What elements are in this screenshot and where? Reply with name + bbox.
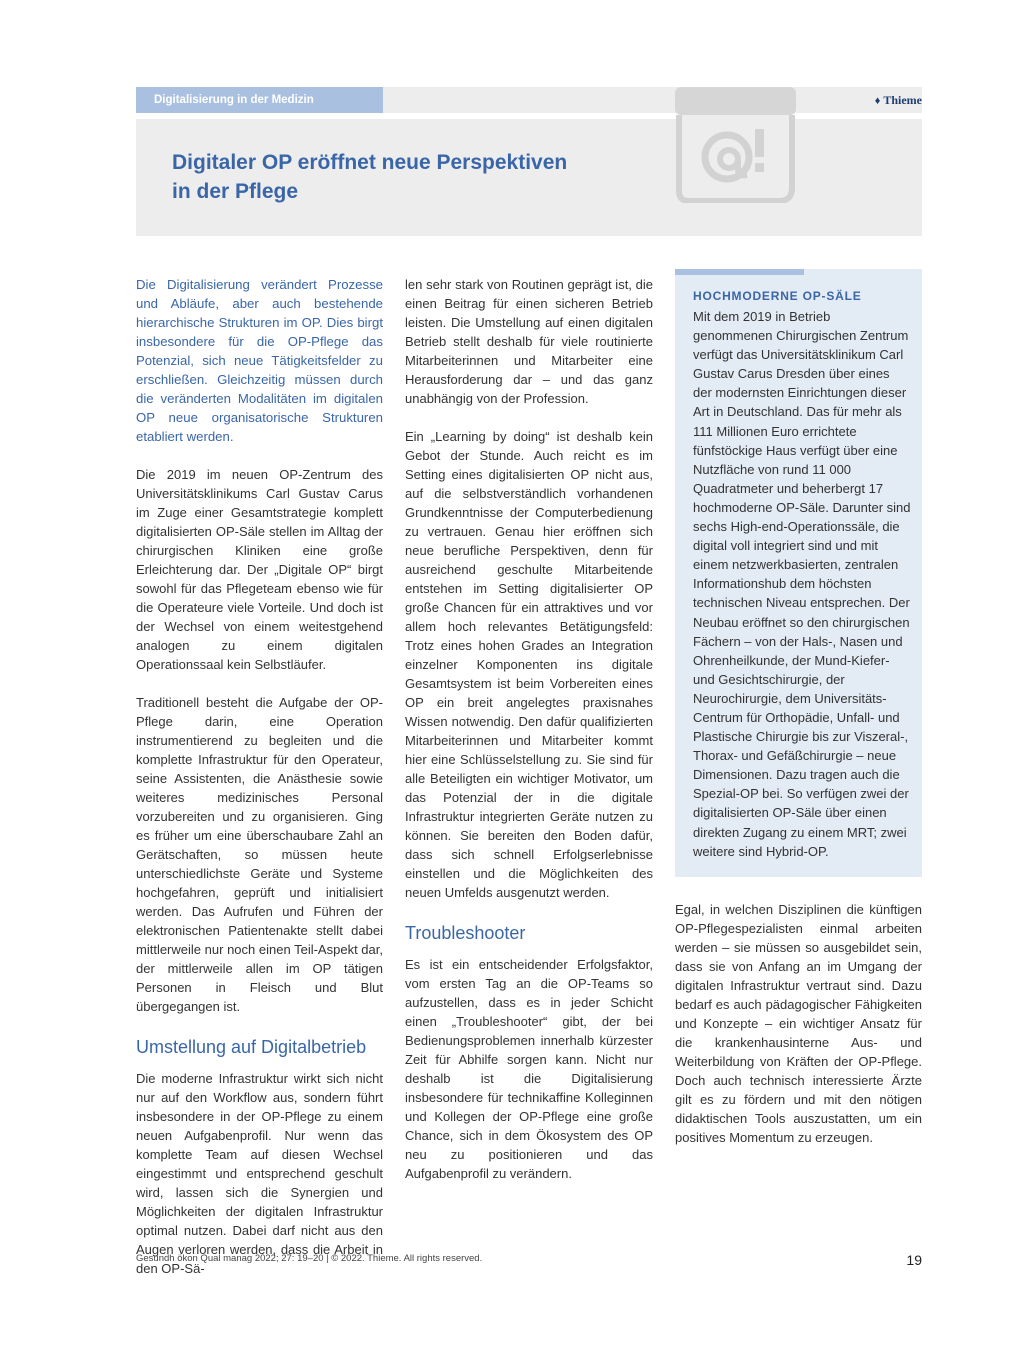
info-box-title: HOCHMODERNE OP-SÄLE <box>693 289 862 303</box>
info-box-accent <box>675 269 804 275</box>
publisher-name: Thieme <box>883 93 922 107</box>
thieme-shield-icon: ♦ <box>874 95 881 107</box>
info-box <box>675 269 922 877</box>
title-line-2: in der Pflege <box>172 180 299 203</box>
article-title <box>172 148 652 206</box>
paragraph: Ein „Learning by doing“ ist deshalb kein Gebot der Stunde. Auch reicht es im Setting eines digitalisierten OP nicht aus, auf die selbstverständlich vorhandenen Grundkenntnisse der Computerbedienung zu vertrauen. Genau hier eröffnen sich neue berufliche Perspektiven, denn für ausreichend geschulte Mitarbeitende entstehen im Setting digitalisierter OP große Chancen für ein attraktives und vor allem hoch relevantes Betätigungsfeld: Trotz eines hohen Grades an Integration einzelner Komponenten ins digitale Gesamtsystem ist beim Vorbereiten eines OP ein breit angelegtes praxisnahes Wissen notwendig. Den dafür qualifizierten Mitarbeiterinnen und Mitarbeiter kommt hier eine Schlüsselstellung zu. Sie sind für alle Beteiligten ein wichtiger Motivator, um das Potenzial der in die digitale Infrastruktur integrierten Geräte nutzen zu können. Sie bereiten den Boden dafür, dass sich schnell Erfolgserlebnisse einstellen und die Möglichkeiten des neuen Umfelds ausgenutzt werden. <box>405 429 653 900</box>
info-box-text: Mit dem 2019 in Betrieb genommenen Chirurgischen Zentrum verfügt das Universitätsklinikum Carl Gustav Carus Dresden über eines der modernsten Einrichtungen dieser Art in Deutschland. Das für mehr als 111 Millionen Euro errichtete fünfstöckige Haus verfügt über eine Nutzfläche von rund 11 000 Quadratmeter und beherbergt 17 hochmoderne OP-Säle. Darunter sind sechs High-end-Operationssäle, die digital voll integriert sind und mit einem netzwerkbasierten, zentralen Informationshub dem höchsten technischen Niveau entsprechen. Der Neubau eröffnet so den chirurgischen Fächern – von der Hals-, Nasen und Ohrenheilkunde, der Mund-Kiefer- und Gesichtschirurgie, der Neurochirurgie, dem Universitäts-Centrum für Orthopädie, Unfall- und Plastische Chirurgie bis zur Viszeral-, Thorax- und Gefäßchirurgie – neue Dimensionen. Dazu tragen auch die Spezial-OP bei. So verfügen zwei der digitalisierten OP-Säle über einen direkten Zugang zu einem MRT; zwei weitere sind Hybrid-OP. <box>693 309 911 859</box>
column-2 <box>405 275 653 1202</box>
title-line-1: Digitaler OP eröffnet neue Perspektiven <box>172 151 568 174</box>
footer-citation: Gesundh ökon Qual manag 2022; 27: 19–20 | © 2022. Thieme. All rights reserved. <box>136 1253 483 1264</box>
paragraph: len sehr stark von Routinen geprägt ist, die einen Beitrag für einen sicheren Betrieb leisten. Die Umstellung auf einen digitalen Betrieb stellt deshalb für viele routinierte Mitarbeiterinnen und Mitarbeiter eine Herausforderung dar – und das ganz unabhängig von der Profession. <box>405 277 653 406</box>
paragraph: Traditionell besteht die Aufgabe der OP-Pflege darin, eine Operation instrumentierend zu begleiten und die komplette Infrastruktur für den Operateur, seine Assistenten, die Anästhesie sowie weiteres medizinisches Personal vorzubereiten und zu organisieren. Ging es früher um eine überschaubare Zahl an Gerätschaften, so müssen heute unterschiedlichste Geräte und Systeme hochgefahren, geprüft und initialisiert werden. Das Aufrufen und Führen der elektronischen Patientenakte stellt dabei mittlerweile nur noch einen Teil-Aspekt dar, der mittlerweile allen im OP tätigen Personen in Fleisch und Blut übergegangen ist. <box>136 695 383 1014</box>
column-1 <box>136 275 383 1297</box>
publisher-brand[interactable] <box>875 87 922 113</box>
page-number: 19 <box>906 1252 922 1268</box>
paragraph: Die moderne Infrastruktur wirkt sich nicht nur auf den Workflow aus, sondern führt insbesondere in der OP-Pflege zu einem neuen Aufgabenprofil. Nur wenn das komplette Team auf diesen Wechsel eingestimmt und entsprechend geschult wird, lassen sich die Synergien und Möglichkeiten der digitalen Infrastruktur optimal nutzen. Dabei darf nicht aus den Augen verloren werden, dass die Arbeit in den OP-Sä- <box>136 1071 383 1276</box>
section-label: Digitalisierung in der Medizin <box>136 87 383 113</box>
paragraph: Egal, in welchen Disziplinen die künftigen OP-Pflegespezialisten einmal arbeiten werden – sie müssen so ausgebildet sein, dass sie von Anfang an im Umgang der digitalen Infrastruktur vertraut sind. Dazu bedarf es auch pädagogischer Fähigkeiten und Konzepte – ein wichtiger Ansatz für die krankenhausinterne Aus- und Weiterbildung von Kräften der OP-Pflege. Doch auch technisch interessierte Ärzte gilt es zu fördern und mit den nötigen didaktischen Tools auszustatten, um ein positives Momentum zu erzeugen. <box>675 902 922 1145</box>
lead-paragraph: Die Digitalisierung verändert Prozesse und Abläufe, aber auch bestehende hierarchische Strukturen im OP. Dies birgt insbesondere für die OP-Pflege das Potenzial, sich neue Tätigkeitsfelder zu erschließen. Gleichzeitig müssen durch die veränderten Modalitäten im digitalen OP neue organisatorische Strukturen etabliert werden. <box>136 277 383 444</box>
column-3 <box>675 900 922 1166</box>
section-heading: Umstellung auf Digitalbetrieb <box>136 1037 367 1057</box>
paragraph: Die 2019 im neuen OP-Zentrum des Universitätsklinikums Carl Gustav Carus im Zuge einer Gesamtstrategie komplett digitalisierten OP-Säle stellen im Alltag der chirurgischen Kliniken eine große Erleichterung dar. Der „Digitale OP“ birgt sowohl für das Pflegeteam ebenso wie für die Operateure viele Vorteile. Und doch ist der Wechsel von einem weitestgehend analogen zu einem digitalen Operationssaal kein Selbstläufer. <box>136 467 383 672</box>
section-heading: Troubleshooter <box>405 923 526 943</box>
at-sign-icon <box>675 87 796 203</box>
paragraph: Es ist ein entscheidender Erfolgsfaktor, vom ersten Tag an die OP-Teams so aufzustellen, dass es in jeder Schicht einen „Troubleshooter“ gibt, der bei Bedienungsproblemen innerhalb kürzester Zeit für Abhilfe sorgen kann. Nicht nur deshalb ist die Digitalisierung insbesondere für technikaffine Kolleginnen und Kollegen der OP-Pflege eine große Chance, sich in dem Ökosystem des OP neu zu positionieren und das Aufgabenprofil zu verändern. <box>405 957 653 1181</box>
